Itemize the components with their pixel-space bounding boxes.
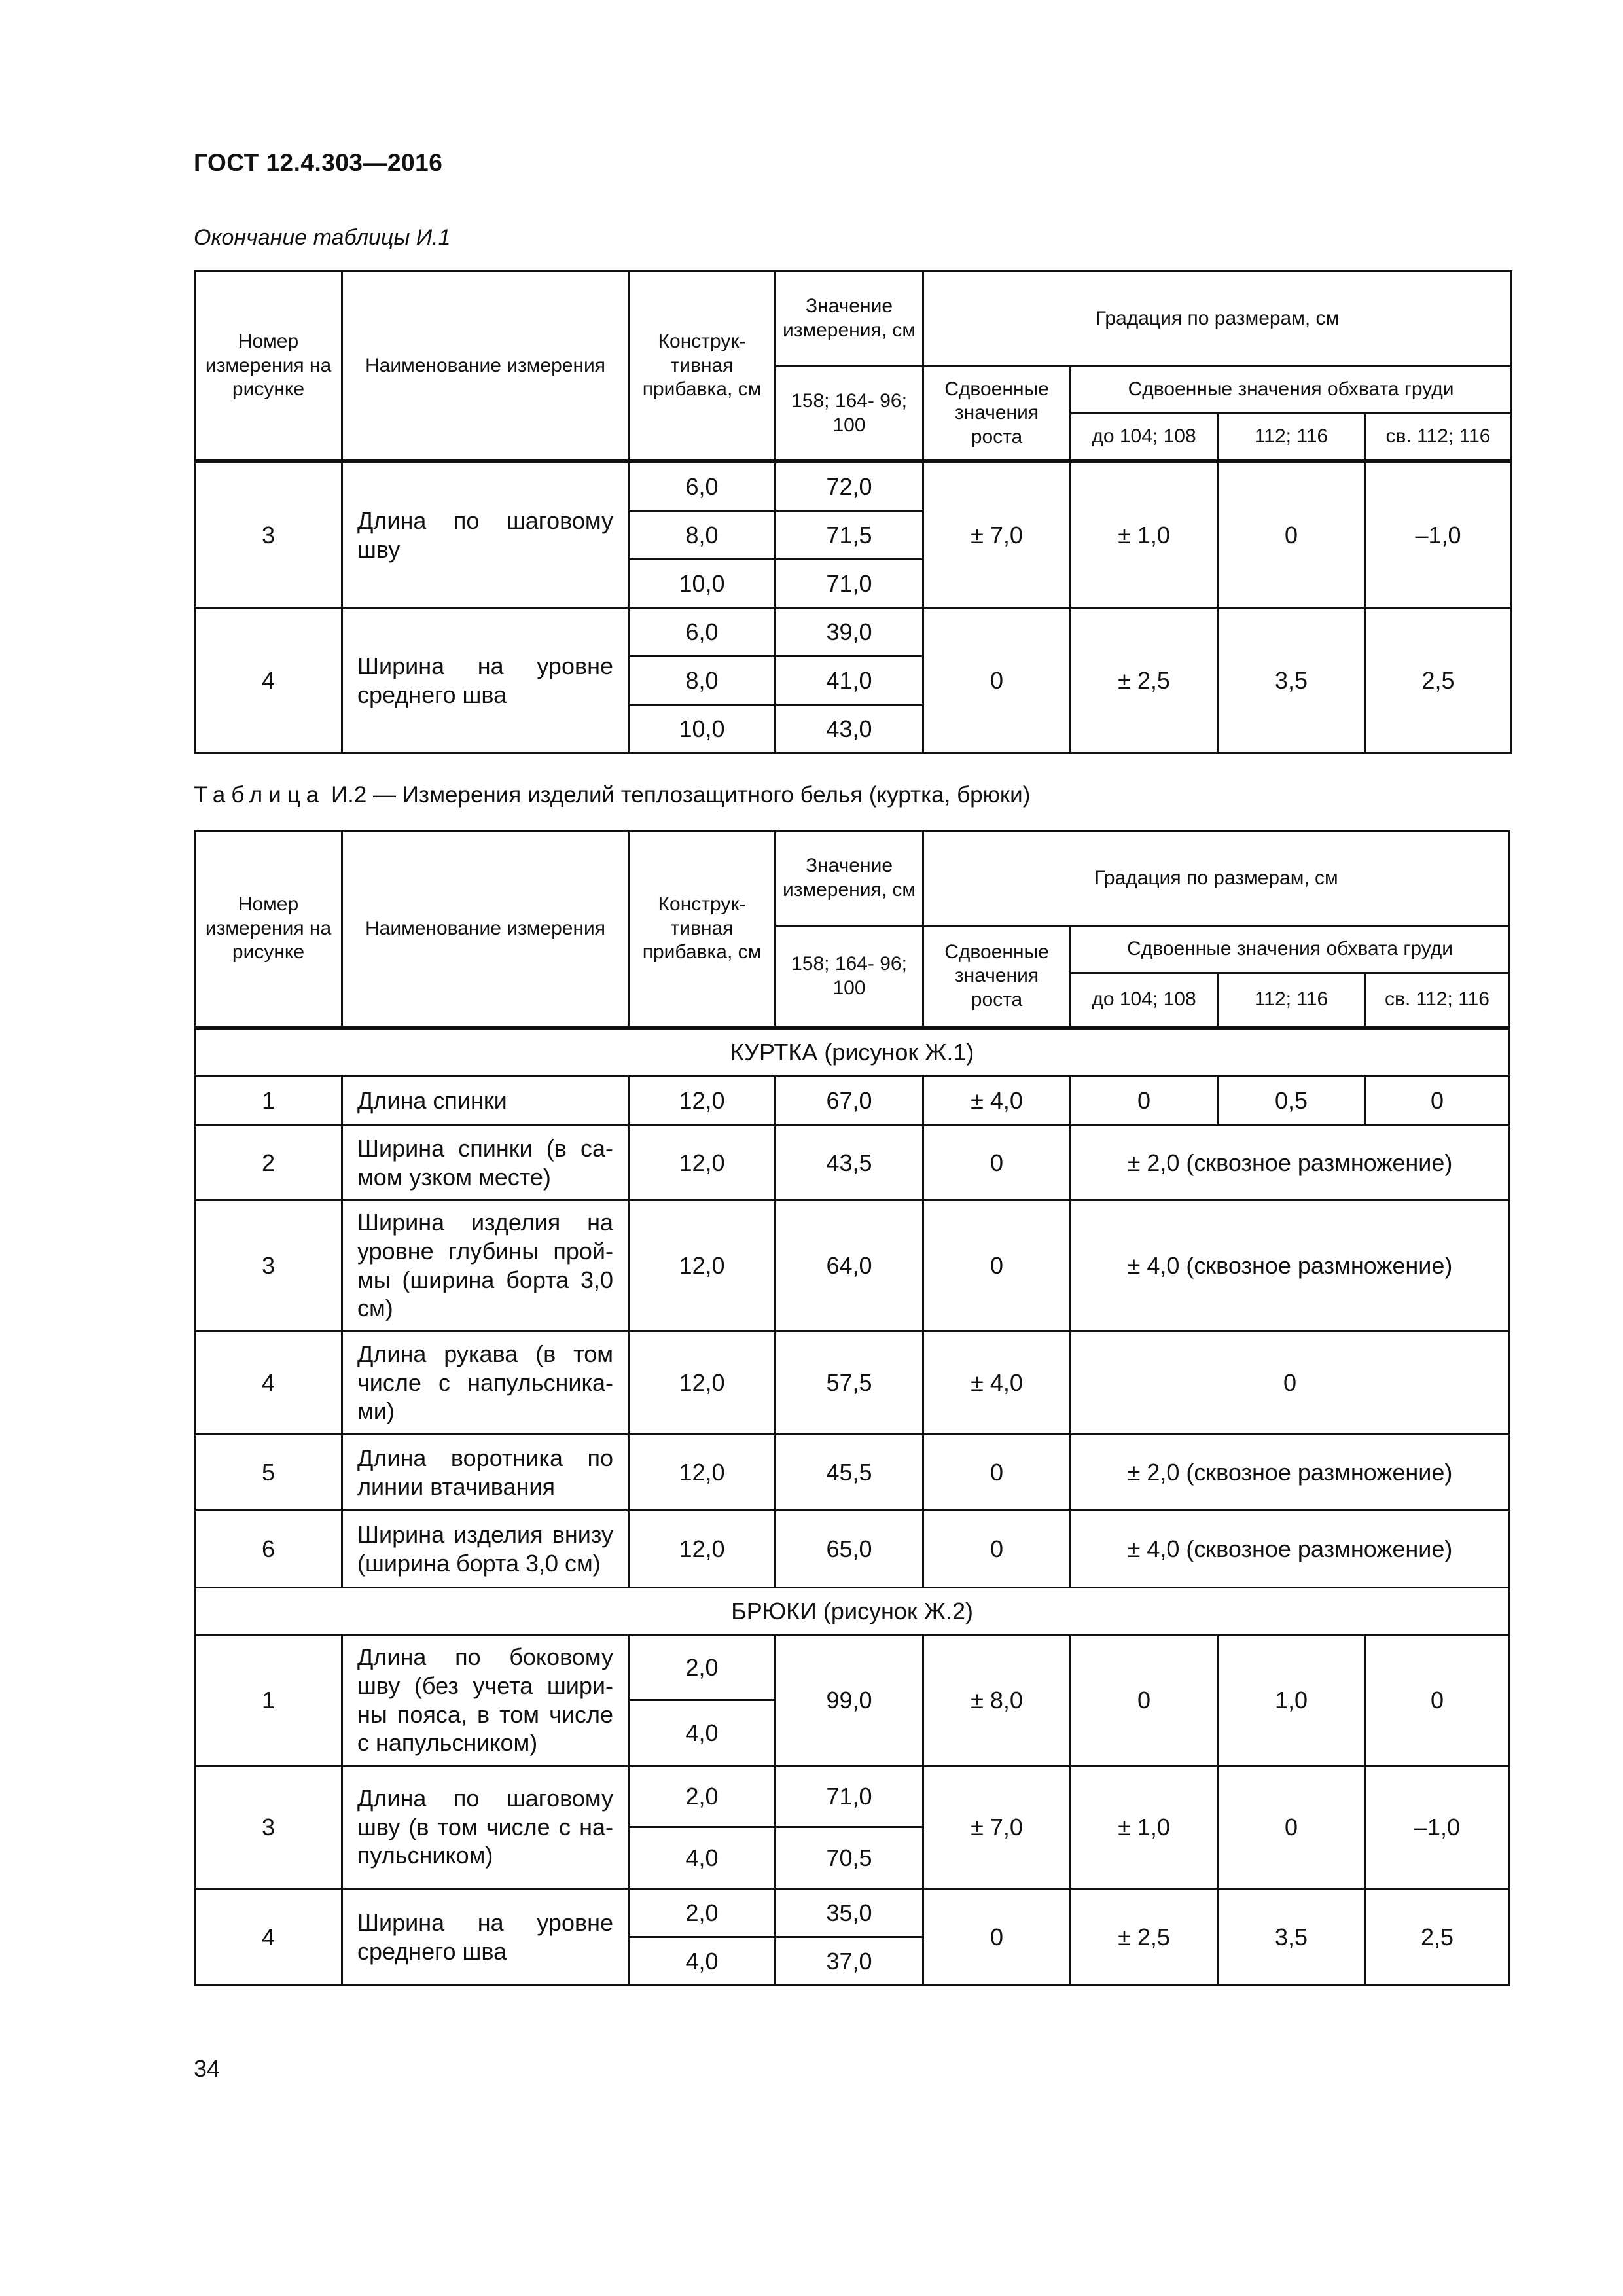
cell-name: Длина по боковому шву (без учета шири-ны пояса, в том числе с напульсником): [342, 1635, 629, 1766]
table-row: [195, 608, 1512, 656]
cell-chest-2: 3,5: [1218, 608, 1365, 753]
cell-height: 0: [923, 1511, 1071, 1588]
cell-chest-span: ± 4,0 (сквозное размножение): [1071, 1200, 1510, 1331]
cell-value: 71,0: [776, 560, 923, 608]
header-allowance: Конструк- тивная прибавка, см: [629, 272, 776, 461]
cell-chest-span: ± 2,0 (сквозное размножение): [1071, 1435, 1510, 1511]
section-jacket: КУРТКА (рисунок Ж.1): [195, 1029, 1510, 1076]
cell-name: Длина рукава (в том числе с напульсника-ми): [342, 1331, 629, 1435]
cell-allowance: 12,0: [629, 1511, 776, 1588]
cell-name: Ширина изделия внизу (ширина борта 3,0 см): [342, 1511, 629, 1588]
header-chest-1: до 104; 108: [1071, 973, 1218, 1027]
cell-value: 67,0: [776, 1076, 923, 1126]
table-row: [195, 463, 1512, 511]
header-chest-3: св. 112; 116: [1365, 973, 1510, 1027]
cell-allowance: 8,0: [629, 511, 776, 560]
cell-chest-span: 0: [1071, 1331, 1510, 1435]
cell-value: 65,0: [776, 1511, 923, 1588]
cell-chest-3: –1,0: [1365, 463, 1512, 608]
cell-height: 0: [923, 1889, 1071, 1986]
cell-chest-1: ± 1,0: [1071, 1766, 1218, 1889]
header-height: Сдвоенные значения роста: [923, 367, 1071, 461]
header-value: Значение измерения, см: [776, 272, 923, 367]
cell-name: Ширина изделия на уровне глубины прой-мы (ширина борта 3,0 см): [342, 1200, 629, 1331]
cell-value: 71,0: [776, 1766, 923, 1827]
cell-height: ± 8,0: [923, 1635, 1071, 1766]
cell-number: 3: [195, 1766, 342, 1889]
cell-number: 2: [195, 1126, 342, 1200]
cell-value: 99,0: [776, 1635, 923, 1766]
cell-allowance: 12,0: [629, 1200, 776, 1331]
cell-value: 43,5: [776, 1126, 923, 1200]
cell-chest-3: 2,5: [1365, 1889, 1510, 1986]
header-height: Сдвоенные значения роста: [923, 926, 1071, 1027]
cell-height: 0: [923, 1435, 1071, 1511]
table-continuation-label: Окончание таблицы И.1: [194, 225, 451, 250]
cell-name: Ширина на уровне среднего шва: [342, 1889, 629, 1986]
cell-allowance: 2,0: [629, 1635, 776, 1700]
cell-chest-3: 0: [1365, 1635, 1510, 1766]
cell-chest-1: 0: [1071, 1076, 1218, 1126]
header-allowance: Конструк- тивная прибавка, см: [629, 831, 776, 1027]
cell-allowance: 12,0: [629, 1126, 776, 1200]
table-row: [195, 1076, 1510, 1126]
header-chest-2: 112; 116: [1218, 414, 1365, 461]
cell-value: 71,5: [776, 511, 923, 560]
document-code: ГОСТ 12.4.303—2016: [194, 149, 443, 176]
caption-text: И.2 — Измерения изделий теплозащитного белья (куртка, брюки): [330, 782, 1031, 808]
cell-chest-1: ± 2,5: [1071, 1889, 1218, 1986]
cell-value: 39,0: [776, 608, 923, 656]
cell-number: 3: [195, 463, 342, 608]
page-number: 34: [194, 2055, 221, 2082]
cell-chest-span: ± 4,0 (сквозное размножение): [1071, 1511, 1510, 1588]
cell-value: 37,0: [776, 1937, 923, 1986]
cell-number: 4: [195, 1889, 342, 1986]
cell-allowance: 10,0: [629, 560, 776, 608]
cell-allowance: 4,0: [629, 1700, 776, 1766]
header-chest-2: 112; 116: [1218, 973, 1365, 1027]
cell-height: 0: [923, 608, 1071, 753]
header-number: Номер измерения на рисунке: [195, 831, 342, 1027]
cell-name: Длина воротника по линии втачивания: [342, 1435, 629, 1511]
header-chest: Сдвоенные значения обхвата груди: [1071, 926, 1510, 973]
header-value: Значение измерения, см: [776, 831, 923, 926]
cell-value: 41,0: [776, 656, 923, 705]
cell-height: 0: [923, 1200, 1071, 1331]
header-chest-1: до 104; 108: [1071, 414, 1218, 461]
cell-name: Ширина на уровне среднего шва: [342, 608, 629, 753]
cell-chest-2: 1,0: [1218, 1635, 1365, 1766]
cell-allowance: 10,0: [629, 705, 776, 753]
caption-label: Таблица: [194, 782, 325, 808]
cell-chest-1: 0: [1071, 1635, 1218, 1766]
header-value-sub: 158; 164- 96; 100: [776, 367, 923, 461]
cell-value: 43,0: [776, 705, 923, 753]
table-row: [195, 1331, 1510, 1435]
cell-value: 35,0: [776, 1889, 923, 1937]
cell-name: Длина спинки: [342, 1076, 629, 1126]
cell-allowance: 2,0: [629, 1889, 776, 1937]
cell-value: 64,0: [776, 1200, 923, 1331]
cell-number: 4: [195, 1331, 342, 1435]
cell-allowance: 4,0: [629, 1937, 776, 1986]
cell-allowance: 12,0: [629, 1435, 776, 1511]
header-name: Наименование измерения: [342, 272, 629, 461]
cell-chest-1: ± 1,0: [1071, 463, 1218, 608]
table-row: [195, 1766, 1510, 1827]
cell-chest-3: –1,0: [1365, 1766, 1510, 1889]
section-trousers: БРЮКИ (рисунок Ж.2): [195, 1588, 1510, 1635]
cell-number: 3: [195, 1200, 342, 1331]
cell-number: 4: [195, 608, 342, 753]
cell-allowance: 12,0: [629, 1076, 776, 1126]
table-caption: [194, 782, 1030, 808]
cell-name: Длина по шаговому шву (в том числе с на-пульсником): [342, 1766, 629, 1889]
cell-chest-1: ± 2,5: [1071, 608, 1218, 753]
cell-name: Длина по шаговому шву: [342, 463, 629, 608]
cell-value: 72,0: [776, 463, 923, 511]
cell-height: ± 7,0: [923, 463, 1071, 608]
cell-height: ± 7,0: [923, 1766, 1071, 1889]
cell-name: Ширина спинки (в са-мом узком месте): [342, 1126, 629, 1200]
table-row: [195, 1126, 1510, 1200]
table-row: [195, 1635, 1510, 1700]
measurements-table-underwear: [194, 830, 1510, 1986]
cell-allowance: 4,0: [629, 1827, 776, 1889]
cell-number: 6: [195, 1511, 342, 1588]
table-row: [195, 1511, 1510, 1588]
cell-number: 1: [195, 1635, 342, 1766]
cell-value: 70,5: [776, 1827, 923, 1889]
cell-chest-span: ± 2,0 (сквозное размножение): [1071, 1126, 1510, 1200]
cell-height: ± 4,0: [923, 1331, 1071, 1435]
cell-allowance: 12,0: [629, 1331, 776, 1435]
header-number: Номер измерения на рисунке: [195, 272, 342, 461]
header-value-sub: 158; 164- 96; 100: [776, 926, 923, 1027]
cell-allowance: 6,0: [629, 608, 776, 656]
cell-value: 45,5: [776, 1435, 923, 1511]
cell-allowance: 8,0: [629, 656, 776, 705]
header-gradation: Градация по размерам, см: [923, 831, 1510, 926]
cell-height: ± 4,0: [923, 1076, 1071, 1126]
header-chest: Сдвоенные значения обхвата груди: [1071, 367, 1512, 414]
cell-height: 0: [923, 1126, 1071, 1200]
table-row: [195, 1889, 1510, 1937]
table-row: [195, 1200, 1510, 1331]
cell-number: 5: [195, 1435, 342, 1511]
cell-allowance: 2,0: [629, 1766, 776, 1827]
cell-chest-2: 0: [1218, 1766, 1365, 1889]
cell-value: 57,5: [776, 1331, 923, 1435]
header-gradation: Градация по размерам, см: [923, 272, 1512, 367]
cell-chest-3: 0: [1365, 1076, 1510, 1126]
table-row: [195, 1435, 1510, 1511]
cell-number: 1: [195, 1076, 342, 1126]
header-chest-3: св. 112; 116: [1365, 414, 1512, 461]
header-name: Наименование измерения: [342, 831, 629, 1027]
cell-chest-3: 2,5: [1365, 608, 1512, 753]
cell-chest-2: 0,5: [1218, 1076, 1365, 1126]
measurements-table-continued: [194, 270, 1512, 754]
cell-chest-2: 0: [1218, 463, 1365, 608]
cell-chest-2: 3,5: [1218, 1889, 1365, 1986]
cell-allowance: 6,0: [629, 463, 776, 511]
